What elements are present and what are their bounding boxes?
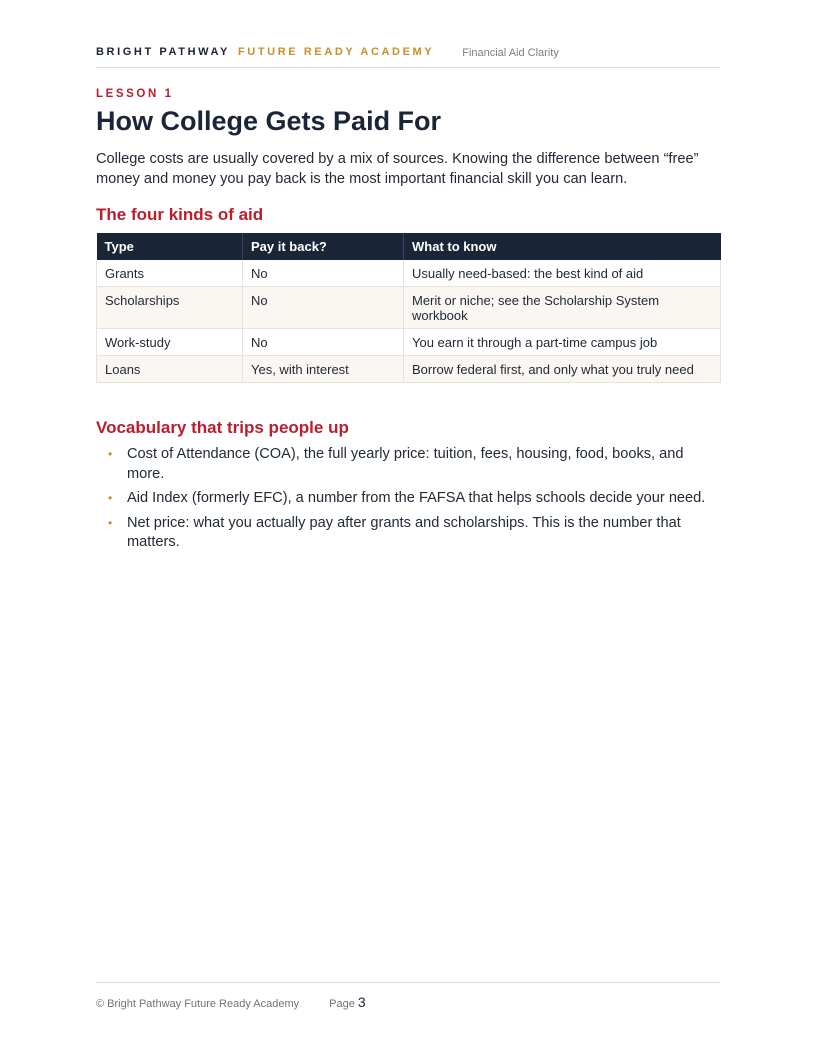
table-cell: No xyxy=(243,287,404,329)
vocab-item-text: Cost of Attendance (COA), the full yearly price: tuition, fees, housing, food, books, and more. xyxy=(127,446,684,482)
page-number: 3 xyxy=(357,994,366,1010)
table-cell: Merit or niche; see the Scholarship System workbook xyxy=(404,287,721,329)
table-cell: Scholarships xyxy=(97,287,243,329)
brand-name: BRIGHT PATHWAY xyxy=(96,46,230,58)
table-header-row xyxy=(97,233,721,260)
table-cell: Grants xyxy=(97,260,243,287)
column-header-what-to-know: What to know xyxy=(404,233,721,260)
table-row xyxy=(97,260,721,287)
document-page xyxy=(96,0,720,1056)
aid-section-heading: The four kinds of aid xyxy=(96,205,264,224)
list-item xyxy=(96,445,720,484)
bullet-icon: • xyxy=(108,447,113,461)
footer-page-label: Page xyxy=(329,998,355,1010)
list-item xyxy=(96,489,720,509)
table-row xyxy=(97,329,721,356)
list-item xyxy=(96,514,720,553)
table-cell: Loans xyxy=(97,356,243,383)
bullet-icon: • xyxy=(108,491,113,505)
lesson-label: LESSON 1 xyxy=(96,88,174,100)
page-header xyxy=(96,46,720,68)
table-cell: Work-study xyxy=(97,329,243,356)
vocab-list xyxy=(96,445,720,558)
aid-types-table xyxy=(96,233,721,383)
vocab-section-heading: Vocabulary that trips people up xyxy=(96,418,349,437)
table-cell: No xyxy=(243,260,404,287)
vocab-item-text: Net price: what you actually pay after grants and scholarships. This is the number that matters. xyxy=(127,514,681,550)
table-row xyxy=(97,356,721,383)
column-header-type: Type xyxy=(97,233,243,260)
footer-copyright: © Bright Pathway Future Ready Academy xyxy=(96,998,300,1010)
brand-academy-name: FUTURE READY ACADEMY xyxy=(237,46,435,58)
page-footer xyxy=(96,982,720,1010)
table-cell: Usually need-based: the best kind of aid xyxy=(404,260,721,287)
table-cell: Borrow federal first, and only what you truly need xyxy=(404,356,721,383)
column-header-pay-back: Pay it back? xyxy=(243,233,404,260)
intro-paragraph: College costs are usually covered by a mix of sources. Knowing the difference between “free” money and money you pay back is the most important financial skill you can learn. xyxy=(96,151,699,187)
bullet-icon: • xyxy=(108,515,113,530)
page-title: How College Gets Paid For xyxy=(96,106,442,136)
table-cell: You earn it through a part-time campus job xyxy=(404,329,721,356)
table-cell: Yes, with interest xyxy=(243,356,404,383)
vocab-item-text: Aid Index (formerly EFC), a number from the FAFSA that helps schools decide your need. xyxy=(127,490,706,506)
table-cell: No xyxy=(243,329,404,356)
header-subtitle: Financial Aid Clarity xyxy=(462,47,559,59)
table-row xyxy=(97,287,721,329)
